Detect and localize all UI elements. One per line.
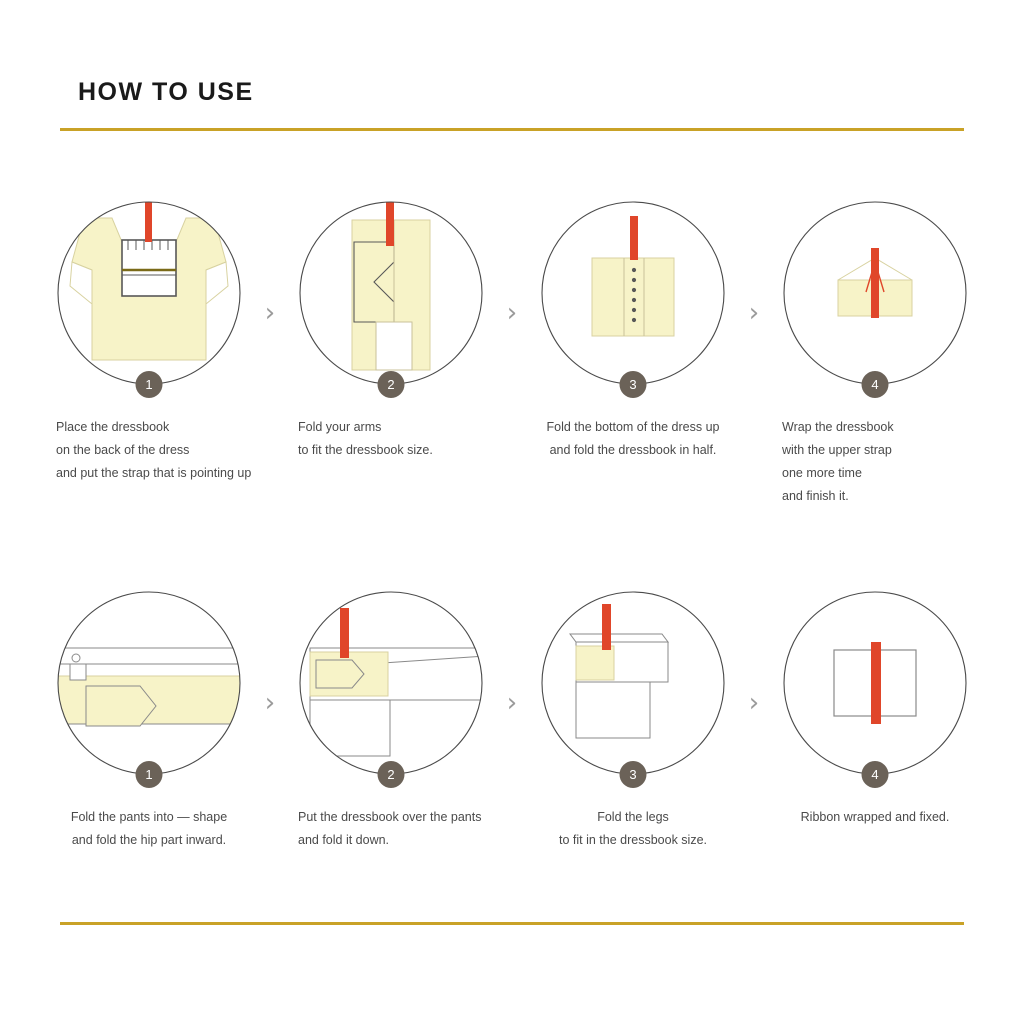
step-caption [530, 806, 736, 852]
illustration-fold-legs-to-size [540, 590, 726, 782]
arrow-icon: › [506, 688, 518, 718]
dress-instructions-row [46, 200, 978, 509]
step-dress-4 [772, 200, 978, 509]
caption-line: Fold the bottom of the dress up [546, 420, 720, 434]
caption-line: Ribbon wrapped and fixed. [800, 810, 950, 824]
caption-line: Wrap the dressbook [782, 420, 894, 434]
caption-line: and put the strap that is pointing up [56, 466, 252, 481]
step-badge: 4 [862, 371, 889, 398]
step-badge: 2 [378, 371, 405, 398]
step-pants-2 [288, 590, 494, 852]
caption-line: to fit the dressbook size. [298, 443, 433, 458]
illustration-fold-bottom-up-and-half [540, 200, 726, 392]
arrow-icon: › [748, 298, 760, 328]
step-pants-1 [46, 590, 252, 852]
arrow-icon: › [748, 688, 760, 718]
step-pants-4 [772, 590, 978, 829]
step-caption [772, 416, 978, 509]
step-badge: 1 [136, 761, 163, 788]
caption-line: Fold the pants into — shape [70, 810, 228, 824]
illustration-wrap-with-upper-strap [782, 200, 968, 392]
step-caption [288, 806, 494, 852]
step-badge: 3 [620, 371, 647, 398]
step-pants-3 [530, 590, 736, 852]
caption-line: and fold it down. [298, 833, 390, 848]
caption-line: Fold the legs [597, 810, 669, 824]
caption-line: Fold your arms [298, 420, 382, 434]
caption-line: to fit in the dressbook size. [559, 833, 707, 848]
page-title: HOW TO USE [78, 78, 254, 106]
step-caption [46, 416, 252, 485]
step-dress-2 [288, 200, 494, 462]
step-dress-1 [46, 200, 252, 485]
caption-line: and fold the dressbook in half. [549, 443, 717, 458]
arrow-icon: › [264, 688, 276, 718]
step-badge: 1 [136, 371, 163, 398]
step-caption [772, 806, 978, 829]
divider-top [60, 128, 964, 131]
step-badge: 2 [378, 761, 405, 788]
pants-instructions-row [46, 590, 978, 852]
step-caption [530, 416, 736, 462]
step-badge: 3 [620, 761, 647, 788]
caption-line: Put the dressbook over the pants [298, 810, 482, 824]
arrow-icon: › [506, 298, 518, 328]
caption-line: Place the dressbook [56, 420, 170, 434]
illustration-fold-pants-into-line [56, 590, 242, 782]
illustration-fold-arms-inward [298, 200, 484, 392]
step-caption [46, 806, 252, 852]
step-badge: 4 [862, 761, 889, 788]
caption-line: on the back of the dress [56, 443, 190, 458]
illustration-dressbook-on-back-of-dress [56, 200, 242, 392]
caption-line: with the upper strap [782, 443, 892, 458]
step-caption [288, 416, 494, 462]
arrow-icon: › [264, 298, 276, 328]
illustration-ribbon-wrapped-fixed [782, 590, 968, 782]
illustration-place-dressbook-over-pants [298, 590, 484, 782]
caption-line: one more time [782, 466, 862, 481]
caption-line: and finish it. [782, 489, 849, 504]
step-dress-3 [530, 200, 736, 462]
caption-line: and fold the hip part inward. [71, 833, 227, 848]
divider-bottom [60, 922, 964, 925]
